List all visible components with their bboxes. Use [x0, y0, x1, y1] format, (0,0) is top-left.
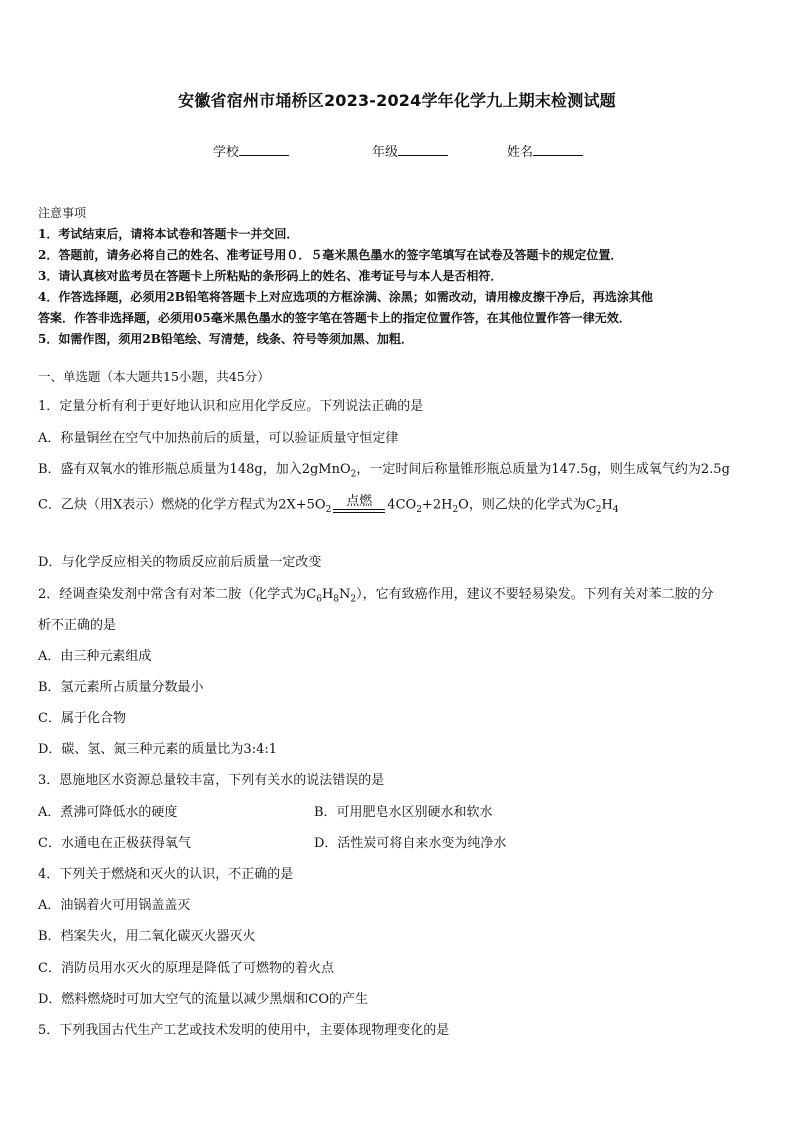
subscript: 6	[316, 594, 322, 605]
option-c-text: O，则乙炔的化学式为C	[458, 497, 596, 513]
subscript: 8	[333, 594, 340, 605]
question-1-option-d[interactable]: D．与化学反应相关的物质反应前后质量一定改变	[38, 555, 322, 570]
grade-blank[interactable]	[398, 143, 448, 156]
question-2-option-c[interactable]: C．属于化合物	[38, 711, 126, 726]
question-3-stem: 3．恩施地区水资源总量较丰富，下列有关水的说法错误的是	[38, 773, 385, 788]
question-2-stem	[38, 583, 714, 605]
stem-text: H	[321, 587, 334, 602]
option-c-text: 4CO	[387, 497, 417, 513]
question-4-option-b[interactable]: B．档案失火，用二氧化碳灭火器灭火	[38, 929, 256, 944]
reaction-condition-arrow	[331, 490, 387, 520]
school-blank[interactable]	[239, 143, 289, 156]
subscript: 4	[612, 505, 619, 516]
question-4-option-a[interactable]: A．油锅着火可用锅盖盖灭	[38, 898, 191, 913]
question-1-stem: 1．定量分析有利于更好地认识和应用化学反应。下列说法正确的是	[38, 399, 424, 414]
notes-item: 4．作答选择题，必须用2B铅笔将答题卡上对应选项的方框涂满、涂黑；如需改动，请用橡皮擦干净后，再选涂其他	[38, 290, 653, 304]
stem-text: ），它有致癌作用，建议不要轻易染发。下列有关对苯二胺的分	[356, 587, 714, 602]
reaction-condition: 点燃	[346, 494, 373, 509]
subscript: 2	[595, 505, 602, 516]
option-c-text: C．乙炔（用X表示）燃烧的化学方程式为2X+5O	[38, 497, 326, 513]
stem-text: N	[339, 587, 351, 602]
section-title: 一、单选题（本大题共15小题，共45分）	[38, 369, 270, 384]
school-label: 学校	[213, 145, 240, 160]
stem-text: 2．经调查染发剂中常含有对苯二胺（化学式为C	[38, 587, 317, 602]
question-5-stem: 5．下列我国古代生产工艺或技术发明的使用中，主要体现物理变化的是	[38, 1023, 450, 1038]
name-blank[interactable]	[533, 143, 583, 156]
notes-item: 3．请认真核对监考员在答题卡上所粘贴的条形码上的姓名、准考证号与本人是否相符．	[38, 269, 503, 283]
subscript: 2	[350, 594, 357, 605]
name-label: 姓名	[507, 145, 534, 160]
notes-title: 注意事项	[38, 206, 87, 220]
name-field	[507, 141, 583, 160]
subscript: 2	[325, 505, 332, 516]
question-2-option-b[interactable]: B．氢元素所占质量分数最小	[38, 680, 204, 695]
grade-label: 年级	[372, 145, 399, 160]
question-2-stem-line2: 析不正确的是	[38, 618, 117, 633]
question-1-option-c[interactable]	[38, 490, 619, 530]
question-4-option-d[interactable]: D．燃料燃烧时可加大空气的流量以减少黑烟和CO的产生	[38, 992, 369, 1007]
school-field	[213, 141, 289, 160]
option-c-text: +2H	[421, 497, 453, 513]
question-3-option-b[interactable]: B．可用肥皂水区别硬水和软水	[314, 805, 493, 820]
notes-item: 5．如需作图，须用2B铅笔绘、写清楚，线条、符号等须加黑、加粗．	[38, 332, 413, 346]
question-1-option-a[interactable]: A．称量铜丝在空气中加热前后的质量，可以验证质量守恒定律	[38, 431, 399, 446]
question-3-option-a[interactable]: A．煮沸可降低水的硬度	[38, 805, 178, 820]
notes-item: 1．考试结束后，请将本试卷和答题卡一并交回．	[38, 227, 299, 241]
question-4-stem: 4．下列关于燃烧和灭火的认识，不正确的是	[38, 867, 294, 882]
option-c-text: H	[601, 497, 613, 513]
question-3-option-c[interactable]: C．水通电在正极获得氧气	[38, 836, 191, 851]
notes-item: 2．答题前，请务必将自己的姓名、准考证号用０．５毫米黑色墨水的签字笔填写在试卷及答题卡的规定位置．	[38, 248, 623, 262]
question-4-option-c[interactable]: C．消防员用水灭火的原理是降低了可燃物的着火点	[38, 961, 334, 976]
grade-field	[372, 141, 448, 160]
notes-item: 答案．作答非选择题，必须用05毫米黑色墨水的签字笔在答题卡上的指定位置作答，在其他位置作答一律无效．	[38, 311, 631, 325]
page-title: 安徽省宿州市埇桥区2023-2024学年化学九上期末检测试题	[178, 91, 616, 110]
subscript: 2	[350, 469, 357, 480]
question-1-option-b[interactable]	[38, 458, 730, 480]
subscript: 2	[452, 505, 459, 516]
notes-block	[38, 203, 760, 350]
question-3-option-d[interactable]: D．活性炭可将自来水变为纯净水	[314, 836, 507, 851]
subscript: 2	[416, 505, 422, 516]
option-b-text: ，一定时间后称量锥形瓶总质量为147.5g，则生成氧气约为2.5g	[356, 462, 730, 477]
question-2-option-d[interactable]: D．碳、氢、氮三种元素的质量比为3:4:1	[38, 742, 277, 757]
option-b-text: B．盛有双氧水的锥形瓶总质量为148g，加入2gMnO	[38, 462, 351, 477]
question-2-option-a[interactable]: A．由三种元素组成	[38, 649, 152, 664]
